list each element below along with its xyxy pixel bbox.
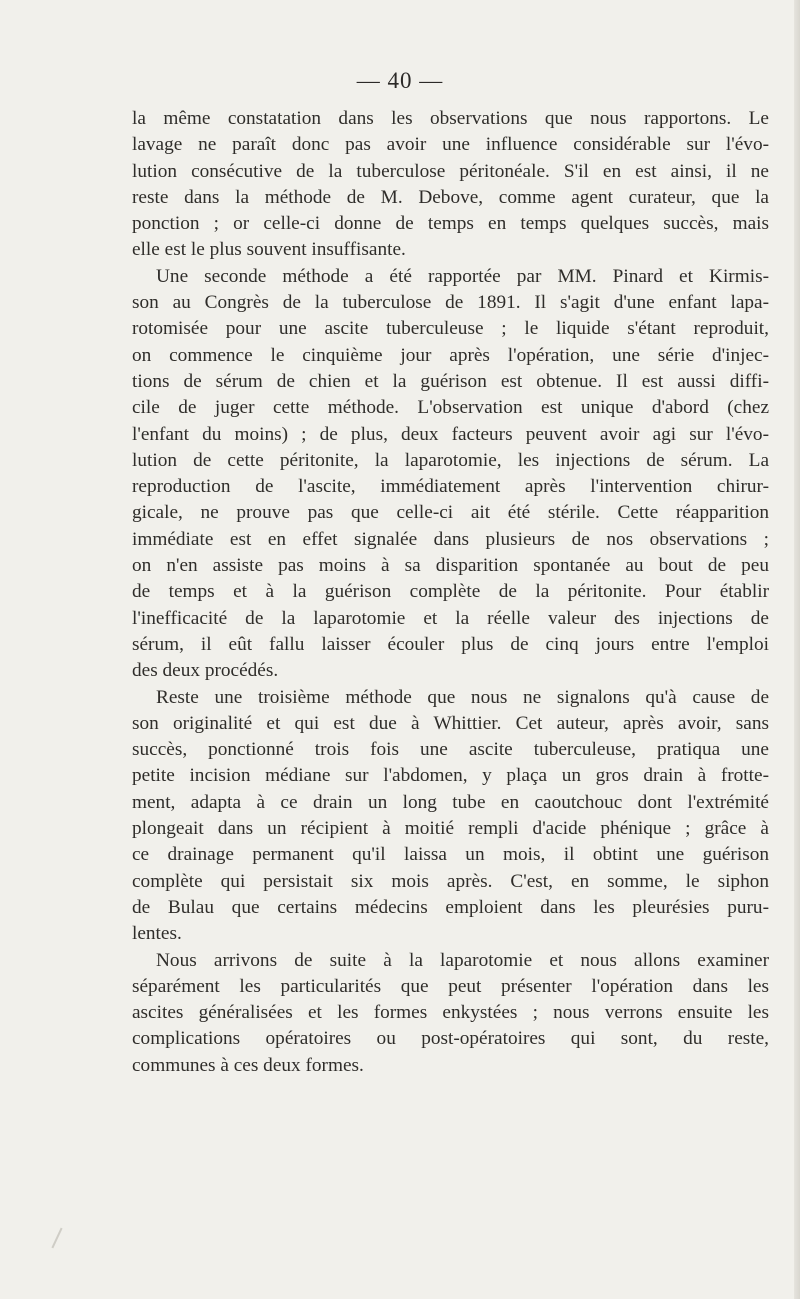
text-line: complications opératoires ou post-opératoires qui sont, du reste, [132,1028,769,1050]
text-line: des deux procédés. [132,660,279,682]
text-line: plongeait dans un récipient à moitié rempli d'acide phénique ; grâce à [132,818,769,840]
page-number: — 40 — [356,68,444,93]
text-line: reste dans la méthode de M. Debove, comme agent curateur, que la [132,186,769,208]
paragraph [132,106,769,264]
text-line: sérum, il eût fallu laisser écouler plus de cinq jours entre l'emploi [132,633,769,655]
text-line: rotomisée pour une ascite tuberculeuse ; le liquide s'étant reproduit, [132,318,769,340]
paragraph [132,685,769,948]
page-edge [794,0,800,1299]
text-line: Une seconde méthode a été rapportée par MM. Pinard et Kirmis- [156,265,769,287]
text-line: ponction ; or celle-ci donne de temps en temps quelques succès, mais [132,213,769,235]
text-line: ment, adapta à ce drain un long tube en caoutchouc dont l'extrémité [132,791,769,813]
text-line: séparément les particularités que peut présenter l'opération dans les [132,975,769,997]
text-line: de Bulau que certains médecins emploient dans les pleurésies puru- [132,896,769,918]
text-line: lution consécutive de la tuberculose péritonéale. S'il en est ainsi, il ne [132,160,769,182]
paper-mark [51,1228,62,1249]
text-line: complète qui persistait six mois après. C'est, en somme, le siphon [132,870,769,892]
text-line: immédiate est en effet signalée dans plusieurs de nos observations ; [132,528,769,550]
text-line: son au Congrès de la tuberculose de 1891. Il s'agit d'une enfant lapa- [132,292,769,314]
text-line: la même constatation dans les observations que nous rapportons. Le [132,108,769,129]
text-line: l'enfant du moins) ; de plus, deux facteurs peuvent avoir agi sur l'évo- [132,423,769,445]
body-text [132,106,769,1079]
text-line: de temps et à la guérison complète de la péritonite. Pour établir [132,581,769,603]
text-line: lution de cette péritonite, la laparotomie, les injections de sérum. La [132,449,769,471]
text-line: communes à ces deux formes. [132,1054,364,1076]
text-line: son originalité et qui est due à Whittier. Cet auteur, après avoir, sans [132,712,769,734]
text-line: cile de juger cette méthode. L'observation est unique d'abord (chez [132,397,769,419]
text-line: petite incision médiane sur l'abdomen, y plaça un gros drain à frotte- [132,765,769,787]
text-line: lavage ne paraît donc pas avoir une influence considérable sur l'évo- [132,134,769,156]
text-line: tions de sérum de chien et la guérison est obtenue. Il est aussi diffi- [132,370,769,392]
text-line: reproduction de l'ascite, immédiatement après l'intervention chirur- [132,476,769,498]
text-line: succès, ponctionné trois fois une ascite tuberculeuse, pratiqua une [132,739,769,761]
paragraph [132,948,769,1079]
text-line: elle est le plus souvent insuffisante. [132,239,406,261]
text-line: lentes. [132,923,182,945]
text-line: on commence le cinquième jour après l'opération, une série d'injec- [132,344,769,366]
text-line: ascites généralisées et les formes enkystées ; nous verrons ensuite les [132,1002,769,1024]
paragraph [132,264,769,685]
text-line: ce drainage permanent qu'il laissa un mois, il obtint une guérison [132,844,769,866]
text-line: gicale, ne prouve pas que celle-ci ait été stérile. Cette réapparition [132,502,769,524]
text-line: Reste une troisième méthode que nous ne signalons qu'à cause de [156,686,769,708]
text-line: Nous arrivons de suite à la laparotomie et nous allons examiner [156,949,769,971]
text-line: l'inefficacité de la laparotomie et la réelle valeur des injections de [132,607,769,629]
text-line: on n'en assiste pas moins à sa disparition spontanée au bout de peu [132,555,769,577]
